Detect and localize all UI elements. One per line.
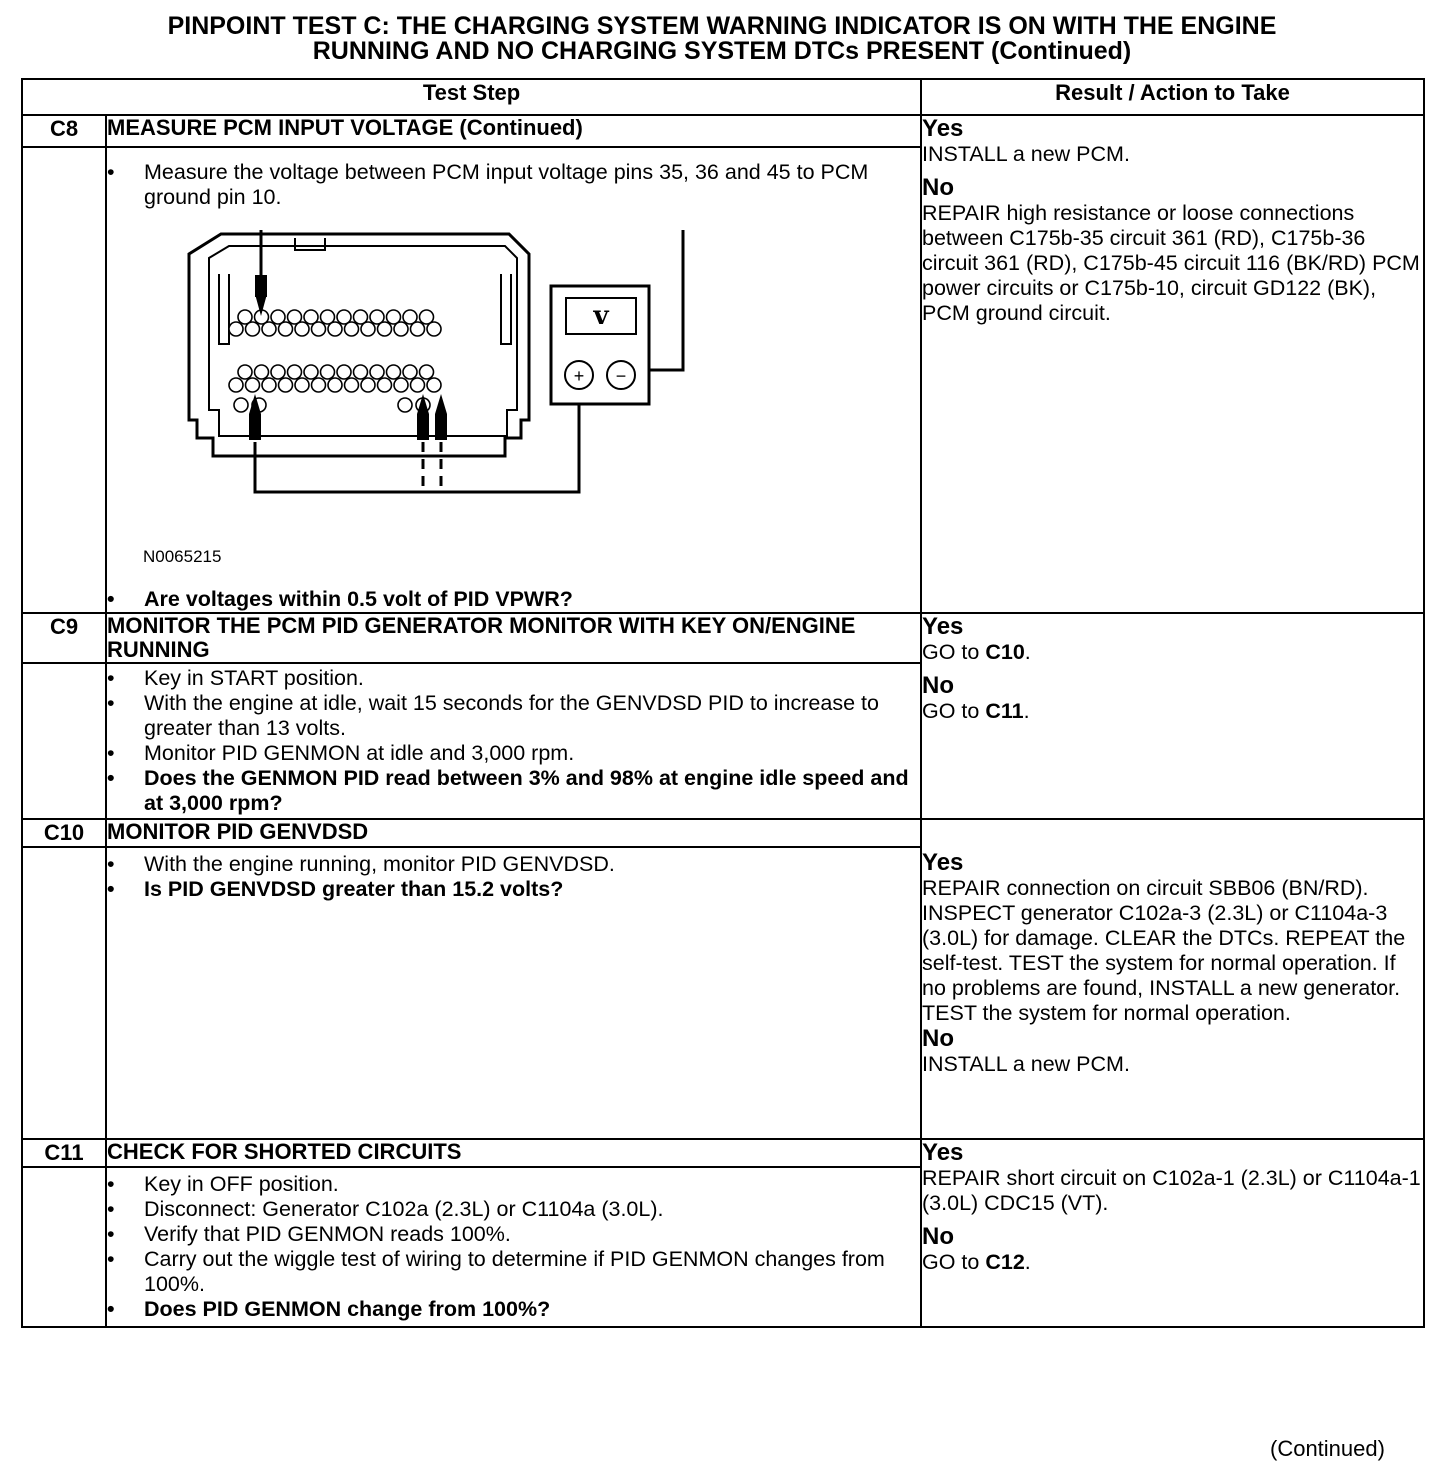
connector-pin xyxy=(321,365,335,379)
step-heading: MEASURE PCM INPUT VOLTAGE (Continued) xyxy=(106,115,921,147)
connector-pin xyxy=(378,378,392,392)
yes-label: Yes xyxy=(922,613,964,640)
no-label: No xyxy=(922,174,955,201)
connector-pin xyxy=(304,365,318,379)
connector-pin xyxy=(337,365,351,379)
step-id: C8 xyxy=(22,115,106,147)
step-heading: MONITOR THE PCM PID GENERATOR MONITOR WITH KEY ON/ENGINE RUNNING xyxy=(106,613,921,663)
connector-pin xyxy=(370,365,384,379)
connector-pin xyxy=(288,365,302,379)
step-link-c11[interactable]: C11 xyxy=(985,699,1024,723)
list-item: • Key in START position. xyxy=(107,666,920,691)
step-question: • Does the GENMON PID read between 3% and 98% at engine idle speed and at 3,000 rpm? xyxy=(107,766,920,816)
table-header-row xyxy=(22,79,1424,115)
no-label: No xyxy=(922,1025,955,1052)
meter-plus: + xyxy=(573,366,585,386)
connector-pin xyxy=(354,365,368,379)
connector-pin xyxy=(387,365,401,379)
step-c9-body xyxy=(106,663,921,819)
no-action: GO to C12. xyxy=(922,1250,1031,1274)
step-c11-heading-row xyxy=(22,1139,1424,1167)
step-id: C11 xyxy=(22,1139,106,1167)
connector-pin xyxy=(295,322,309,336)
yes-label: Yes xyxy=(922,1139,964,1166)
step-question: • Are voltages within 0.5 volt of PID VPWR? xyxy=(107,587,920,612)
connector-pin xyxy=(238,365,252,379)
step-question: • Does PID GENMON change from 100%? xyxy=(107,1297,920,1322)
step-bullets xyxy=(107,160,920,210)
connector-pin xyxy=(229,378,243,392)
step-c8-body xyxy=(106,147,921,613)
connector-pin xyxy=(312,322,326,336)
connector-pin xyxy=(262,378,276,392)
connector-pin xyxy=(246,378,260,392)
connector-pin xyxy=(234,398,248,412)
connector-pin xyxy=(246,322,260,336)
connector-pin xyxy=(394,322,408,336)
continued-label: (Continued) xyxy=(1270,1436,1385,1461)
step-id: C10 xyxy=(22,819,106,847)
connector-pin xyxy=(394,378,408,392)
connector-pin xyxy=(345,322,359,336)
list-item: • With the engine at idle, wait 15 seconds for the GENVDSD PID to increase to greater than 13 volts. xyxy=(107,691,920,741)
step-c11-body xyxy=(106,1167,921,1327)
connector-pin xyxy=(361,322,375,336)
list-item: • Monitor PID GENMON at idle and 3,000 rpm. xyxy=(107,741,920,766)
step-c11-result xyxy=(921,1139,1424,1327)
step-id: C9 xyxy=(22,613,106,663)
connector-pin xyxy=(361,378,375,392)
yes-action: REPAIR connection on circuit SBB06 (BN/RD). INSPECT generator C102a-3 (2.3L) or C1104a-3 (3.0L) for damage. CLEAR the DTCs. REPEAT the self-test. TEST the system for normal operation. If no problems are found, INSTALL a new generator. TEST the system for normal operation. xyxy=(922,876,1406,1025)
connector-pin xyxy=(262,322,276,336)
pinpoint-test-table xyxy=(21,78,1425,1328)
connector-pin xyxy=(295,378,309,392)
pcm-voltage-diagram xyxy=(175,230,715,530)
connector-pin xyxy=(328,378,342,392)
yes-label: Yes xyxy=(922,115,964,142)
no-action: INSTALL a new PCM. xyxy=(922,1052,1130,1076)
connector-pins xyxy=(229,310,441,412)
connector-pin xyxy=(312,378,326,392)
connector-pin xyxy=(345,378,359,392)
probe-tip-right xyxy=(435,394,447,414)
yes-action: INSTALL a new PCM. xyxy=(922,142,1130,166)
step-bullets xyxy=(107,666,920,816)
step-c10-body xyxy=(106,847,921,1139)
meter-symbol: v xyxy=(593,301,609,331)
title-line-2: RUNNING AND NO CHARGING SYSTEM DTCs PRESENT (Continued) xyxy=(312,37,1132,65)
list-item: • Disconnect: Generator C102a (2.3L) or C1104a (3.0L). xyxy=(107,1197,920,1222)
connector-pin xyxy=(328,322,342,336)
meter-minus: − xyxy=(615,366,627,386)
header-result-action: Result / Action to Take xyxy=(921,79,1424,115)
voltmeter xyxy=(551,286,649,404)
connector-pin xyxy=(279,322,293,336)
step-link-c10[interactable]: C10 xyxy=(985,640,1025,664)
title-line-1: PINPOINT TEST C: THE CHARGING SYSTEM WARNING INDICATOR IS ON WITH THE ENGINE xyxy=(167,12,1277,40)
list-item: • Measure the voltage between PCM input voltage pins 35, 36 and 45 to PCM ground pin 10. xyxy=(107,160,920,210)
connector-pin xyxy=(378,322,392,336)
page-title xyxy=(22,14,1422,64)
connector-pin xyxy=(427,322,441,336)
connector-pin xyxy=(420,365,434,379)
no-label: No xyxy=(922,1223,955,1250)
connector-pin xyxy=(427,378,441,392)
step-question: • Is PID GENVDSD greater than 15.2 volts? xyxy=(107,877,920,902)
no-action: GO to C11. xyxy=(922,699,1030,723)
connector-pin xyxy=(403,365,417,379)
no-label: No xyxy=(922,672,955,699)
figure-number: N0065215 xyxy=(143,547,222,566)
yes-action: GO to C10. xyxy=(922,640,1031,664)
step-heading: MONITOR PID GENVDSD xyxy=(106,819,921,847)
step-bullets xyxy=(107,1172,920,1322)
yes-label: Yes xyxy=(922,849,964,876)
connector-pin xyxy=(229,322,243,336)
step-c8-result xyxy=(921,115,1424,613)
step-c9-heading-row xyxy=(22,613,1424,663)
step-bullets xyxy=(107,852,920,902)
no-action: REPAIR high resistance or loose connections between C175b-35 circuit 361 (RD), C175b-36 circuit 361 (RD), C175b-45 circuit 116 (BK/RD) PCM power circuits or C175b-10, circuit GD122 (BK), PCM ground circuit. xyxy=(922,201,1420,325)
list-item: • Key in OFF position. xyxy=(107,1172,920,1197)
step-c10-result xyxy=(921,819,1424,1139)
connector-pin xyxy=(411,322,425,336)
list-item: • With the engine running, monitor PID GENVDSD. xyxy=(107,852,920,877)
connector-pin xyxy=(279,378,293,392)
list-item: • Carry out the wiggle test of wiring to determine if PID GENMON changes from 100%. xyxy=(107,1247,920,1297)
step-c10-heading-row xyxy=(22,819,1424,847)
connector-pin xyxy=(398,398,412,412)
yes-action: REPAIR short circuit on C102a-1 (2.3L) or C1104a-1 (3.0L) CDC15 (VT). xyxy=(922,1166,1421,1215)
step-heading: CHECK FOR SHORTED CIRCUITS xyxy=(106,1139,921,1167)
connector-pin xyxy=(411,378,425,392)
header-test-step: Test Step xyxy=(22,79,921,115)
step-link-c12[interactable]: C12 xyxy=(985,1250,1025,1274)
step-c8-heading-row xyxy=(22,115,1424,147)
connector-pin xyxy=(255,365,269,379)
step-c9-result xyxy=(921,613,1424,819)
pcm-connector-outline xyxy=(189,234,529,456)
connector-pin xyxy=(271,365,285,379)
list-item: • Verify that PID GENMON reads 100%. xyxy=(107,1222,920,1247)
